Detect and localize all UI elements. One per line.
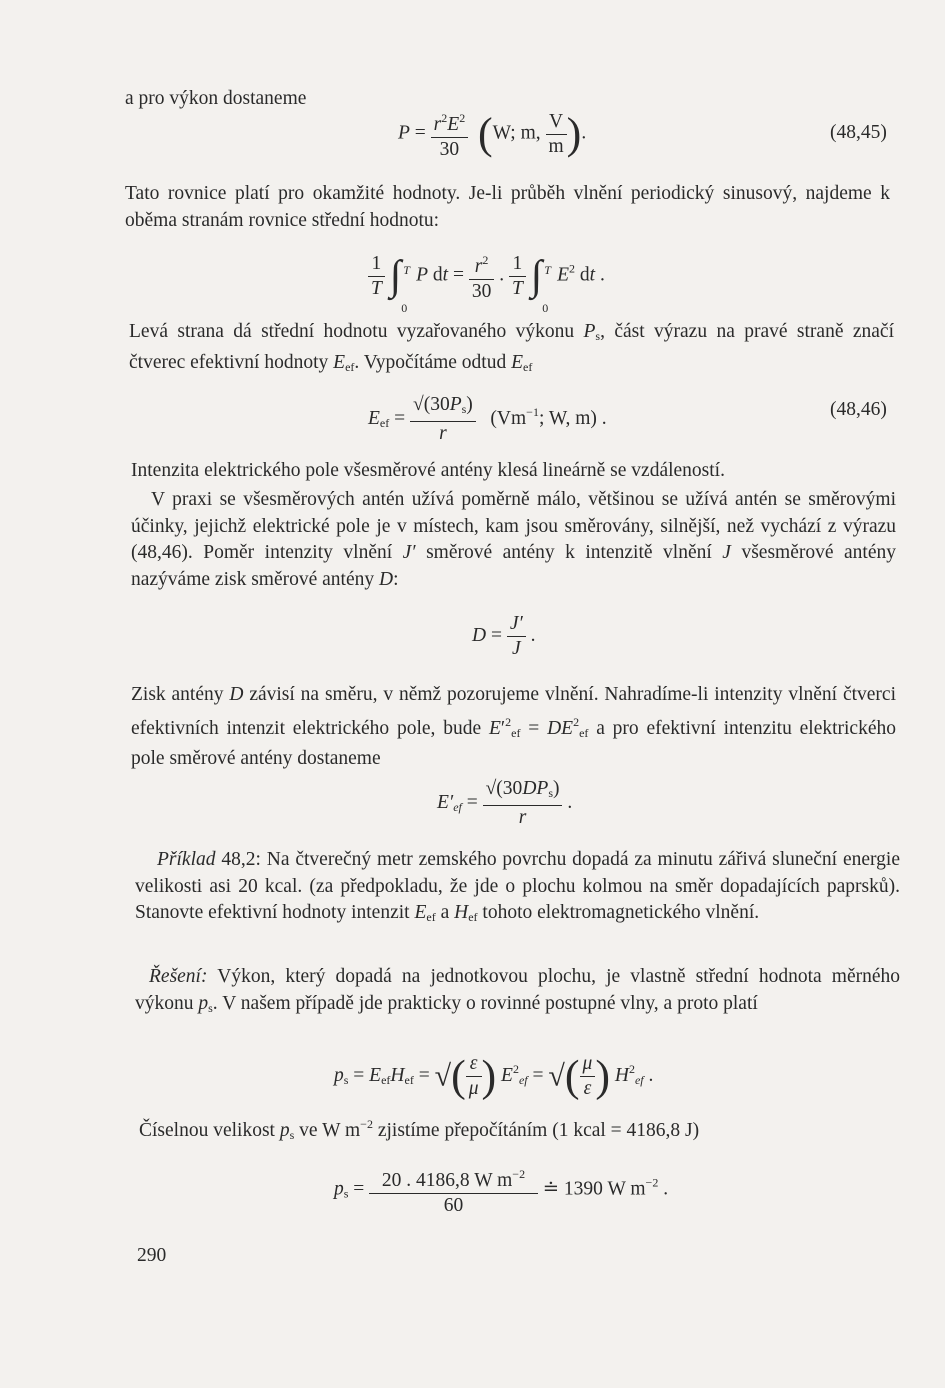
equation-mean-power: $\frac{1}{T}$ ∫ T 0 P dt = $\frac{r^2}{30}$ . $\frac{1}{T}$ ∫ T 0 $E^2$ dt . [368,248,605,304]
paragraph-example: Příklad 48,2: Na čtverečný metr zemského povrchu dopadá za minutu zářivá sluneční energie velikosti asi 20 kcal. (za předpokladu, že jde o plochu kolmou na směr dopadajících paprsků). Stanovte efektivní hodnoty intenzit $E_{ef}$ a $H_{ef}$ tohoto elektromagnetického vlnění. [135,849,900,924]
equation-48-46: $E_{ef}$ = $\frac{√(30P_s)}{r}$ ($Vm^{-1}$; W, m) . [368,394,607,444]
page-number: 290 [137,1245,167,1266]
equation-48-45: P = $\frac{r^2E^2}{30}$ (W; m, $\frac{V}{m}$ ). [398,109,587,160]
equation-label: (48,46) [830,399,887,420]
paragraph-linear-decay: Intenzita elektrického pole všesměrové antény klesá lineárně se vzdáleností. [131,460,725,481]
paragraph-gain-intensity: Zisk antény D závisí na směru, v němž pozorujeme vlnění. Nahradíme-li intenzity vlnění čtverci efektivních intenzit elektrického pole, bude $E'^2_{ef} = DE^2_{ef}$ a pro efektivní intenzitu elektrického pole směrové antény dostaneme [131,684,896,769]
equation-numeric-result: $p_s$ = $\frac{20 . 4186,8 W m^{-2}}{60}$ ≐ 1390 W $m^{-2}$ . [334,1167,669,1216]
paragraph-effective-value: Levá strana dá střední hodnotu vyzařovaného výkonu $P_s$, část výrazu na pravé straně značí čtverec efektivní hodnoty $E_{ef}$. Vypočítáme odtud $E_{ef}$ [129,321,894,374]
paragraph-directional: V praxi se všesměrových antén užívá poměrně málo, většinou se užívá antén se směrovými účinky, jejichž elektrické pole je v místech, kam jsou směrovány, silnější, než vychází z výrazu (48,46). Poměr intenzity vlnění J′ směrové antény k intenzitě vlnění J všesměrové antény nazýváme zisk směrové antény D: [131,489,896,590]
equation-power-density: $p_s = E_{ef}H_{ef}$ = √( $\frac{\varepsilon}{\mu}$ ) $E^2_{ef}$ = √( $\frac{\mu}{\varepsilon}$ ) $H^2_{ef}$ . [334,1051,654,1101]
paragraph-intro: a pro výkon dostaneme [125,88,307,109]
equation-label: (48,45) [830,122,887,143]
paragraph-mean-values: Tato rovnice platí pro okamžité hodnoty. Je-li průběh vlnění periodický sinusový, najdeme k oběma stranám rovnice střední hodnotu: [125,183,890,231]
equation-gain: D = $\frac{J'}{J}$ . [472,613,536,659]
paragraph-numeric: Číselnou velikost $p_s$ ve W $m^{-2}$ zjistíme přepočítáním (1 kcal = 4186,8 J) [139,1117,700,1142]
paragraph-solution: Řešení: Výkon, který dopadá na jednotkovou plochu, je vlastně střední hodnota měrného výkonu $p_s$. V našem případě jde prakticky o rovinné postupné vlny, a proto platí [135,966,900,1015]
equation-directional-field: $E'_{ef}$ = $\frac{√(30DP_s)}{r}$ . [437,778,573,828]
